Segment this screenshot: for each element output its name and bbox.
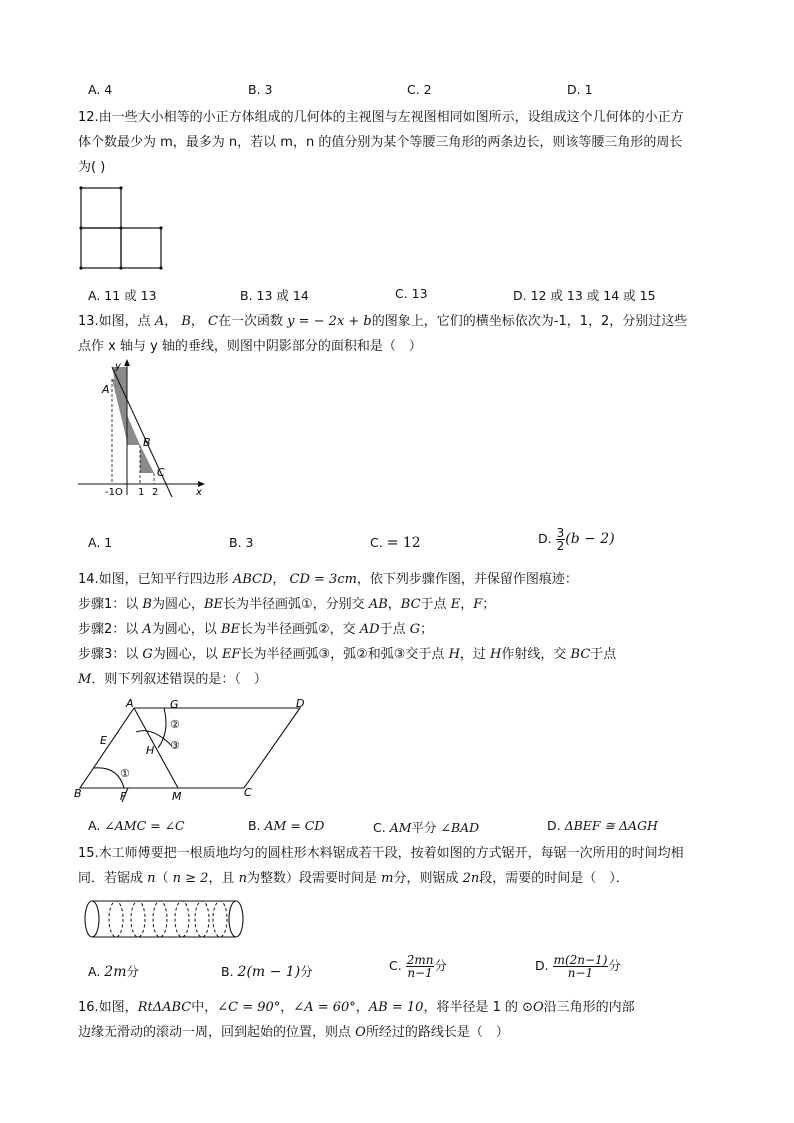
q14-label-h: H bbox=[146, 744, 155, 757]
q14-label-g: G bbox=[170, 698, 179, 711]
q15-option-b: B. 2(m − 1)分 bbox=[221, 964, 313, 980]
q15-cylinder-left-end bbox=[85, 901, 99, 937]
q15-figure bbox=[80, 895, 248, 943]
q13-line-2: 点作 x 轴与 y 轴的垂线，则图中阴影部分的面积和是（ ） bbox=[78, 339, 422, 354]
q13-figure bbox=[72, 357, 212, 502]
q13-shade-c bbox=[140, 445, 154, 473]
q12-option-a: A. 11 或 13 bbox=[88, 288, 157, 303]
q11-option-b: B. 3 bbox=[248, 82, 273, 97]
q15-cut-5 bbox=[195, 901, 209, 937]
q15-cut-4 bbox=[175, 901, 189, 937]
q12-option-b: B. 13 或 14 bbox=[240, 288, 309, 303]
q15-line-1: 15.木工师傅要把一根质地均匀的圆柱形木料锯成若干段，按着如图的方式锯开，每锯一次所用的时间均相 bbox=[78, 846, 684, 861]
q13-line-1: 13.如图，点 A， B， C在一次函数 y = − 2x + b的图象上，它们的横坐标依次为-1，1，2，分别过这些 bbox=[78, 314, 688, 329]
q15-cut-1 bbox=[109, 901, 123, 937]
q15-option-c: C. $\frac{2mn}{n-1}$ 分 bbox=[389, 953, 447, 980]
q14-option-b: B. AM = CD bbox=[248, 818, 325, 833]
q15-cut-6 bbox=[213, 901, 227, 937]
q13-label-a: A bbox=[102, 383, 110, 396]
q15-cut-3 bbox=[153, 901, 167, 937]
q14-label-e: E bbox=[100, 734, 107, 747]
q14-label-m: M bbox=[172, 790, 182, 803]
q16-line-2: 边缘无滑动的滚动一周，回到起始的位置，则点 O所经过的路线长是（ ） bbox=[78, 1025, 509, 1040]
q14-figure bbox=[72, 696, 322, 806]
q14-label-b: B bbox=[74, 787, 82, 800]
q13-tick-2: 2 bbox=[152, 487, 159, 498]
q13-option-a: A. 1 bbox=[88, 535, 113, 550]
q14-label-a: A bbox=[126, 697, 134, 710]
q14-option-d: D. ΔBEF ≅ ΔAGH bbox=[547, 818, 658, 833]
q13-shade-b bbox=[127, 415, 140, 445]
q13-label-y: y bbox=[115, 361, 121, 372]
q14-label-f: F bbox=[120, 790, 127, 803]
q12-square-bottom-left bbox=[81, 228, 121, 268]
q14-label-c: C bbox=[244, 786, 252, 799]
q15-cut-2 bbox=[131, 901, 145, 937]
q16-line-1: 16.如图，RtΔABC中，∠C = 90°，∠A = 60°，AB = 10，将半径是 1 的 ⊙O沿三角形的内部 bbox=[78, 1000, 635, 1015]
q13-shade-top bbox=[112, 367, 127, 441]
q12-option-d: D. 12 或 13 或 14 或 15 bbox=[513, 288, 656, 303]
q12-line-2: 体个数最少为 m，最多为 n，若以 m，n 的值分别为某个等腰三角形的两条边长，则该等腰三角形的周长 bbox=[78, 135, 683, 150]
q11-option-a: A. 4 bbox=[88, 82, 113, 97]
q12-line-3: 为( ) bbox=[78, 160, 106, 175]
q11-option-c: C. 2 bbox=[407, 82, 432, 97]
q14-line-1: 14.如图，已知平行四边形 ABCD， CD = 3cm，依下列步骤作图，并保留作图痕迹： bbox=[78, 572, 578, 587]
q15-line-2: 同．若锯成 n（ n ≥ 2，且 n为整数）段需要时间是 m分，则锯成 2n段，需要的时间是（ ）． bbox=[78, 871, 629, 886]
q14-parallelogram bbox=[80, 708, 300, 788]
q14-step-3: 步骤3：以 G为圆心，以 EF长为半径画弧③，弧②和弧③交于点 H，过 H作射线，交 BC于点 bbox=[78, 647, 617, 662]
q14-arc-2 bbox=[158, 708, 166, 748]
q15-option-a: A. 2m分 bbox=[88, 964, 139, 980]
q14-option-a: A. ∠AMC = ∠C bbox=[88, 818, 185, 833]
q15-cylinder-right-end bbox=[229, 901, 243, 937]
q15-option-d: D. $\frac{m(2n-1)}{n-1}$ 分 bbox=[535, 953, 621, 980]
q13-option-c: C. = 12 bbox=[370, 535, 421, 551]
q14-line-5: M．则下列叙述错误的是：（ ） bbox=[78, 672, 267, 687]
q11-option-d: D. 1 bbox=[567, 82, 593, 97]
q13-label-c: C bbox=[157, 466, 165, 479]
q14-step-1: 步骤1：以 B为圆心，BE长为半径画弧①，分别交 AB，BC于点 E，F； bbox=[78, 597, 496, 612]
q12-line-1: 12.由一些大小相等的小正方体组成的几何体的主视图与左视图相同如图所示，设组成这个几何体的小正方 bbox=[78, 110, 684, 125]
q14-arc-label-3: ③ bbox=[170, 739, 180, 752]
q14-option-c: C. AM平分 ∠BAD bbox=[373, 820, 480, 835]
q13-option-d: D. $\frac{3}{2}$ (b − 2) bbox=[538, 526, 615, 553]
q13-option-b: B. 3 bbox=[229, 535, 254, 550]
q12-square-bottom-right bbox=[121, 228, 161, 268]
q14-step-2: 步骤2：以 A为圆心，以 BE长为半径画弧②，交 AD于点 G； bbox=[78, 622, 434, 637]
q13-label-x: x bbox=[196, 487, 202, 498]
q13-tick-1: 1 bbox=[138, 487, 145, 498]
q12-option-c: C. 13 bbox=[395, 286, 428, 301]
q12-square-top bbox=[81, 188, 121, 228]
q13-label-origin: -1O bbox=[105, 487, 123, 498]
q12-figure bbox=[78, 185, 164, 271]
q14-arc-label-2: ② bbox=[170, 718, 180, 731]
q14-label-d: D bbox=[296, 697, 305, 710]
q14-arc-label-1: ① bbox=[120, 767, 130, 780]
q13-label-b: B bbox=[143, 436, 151, 449]
